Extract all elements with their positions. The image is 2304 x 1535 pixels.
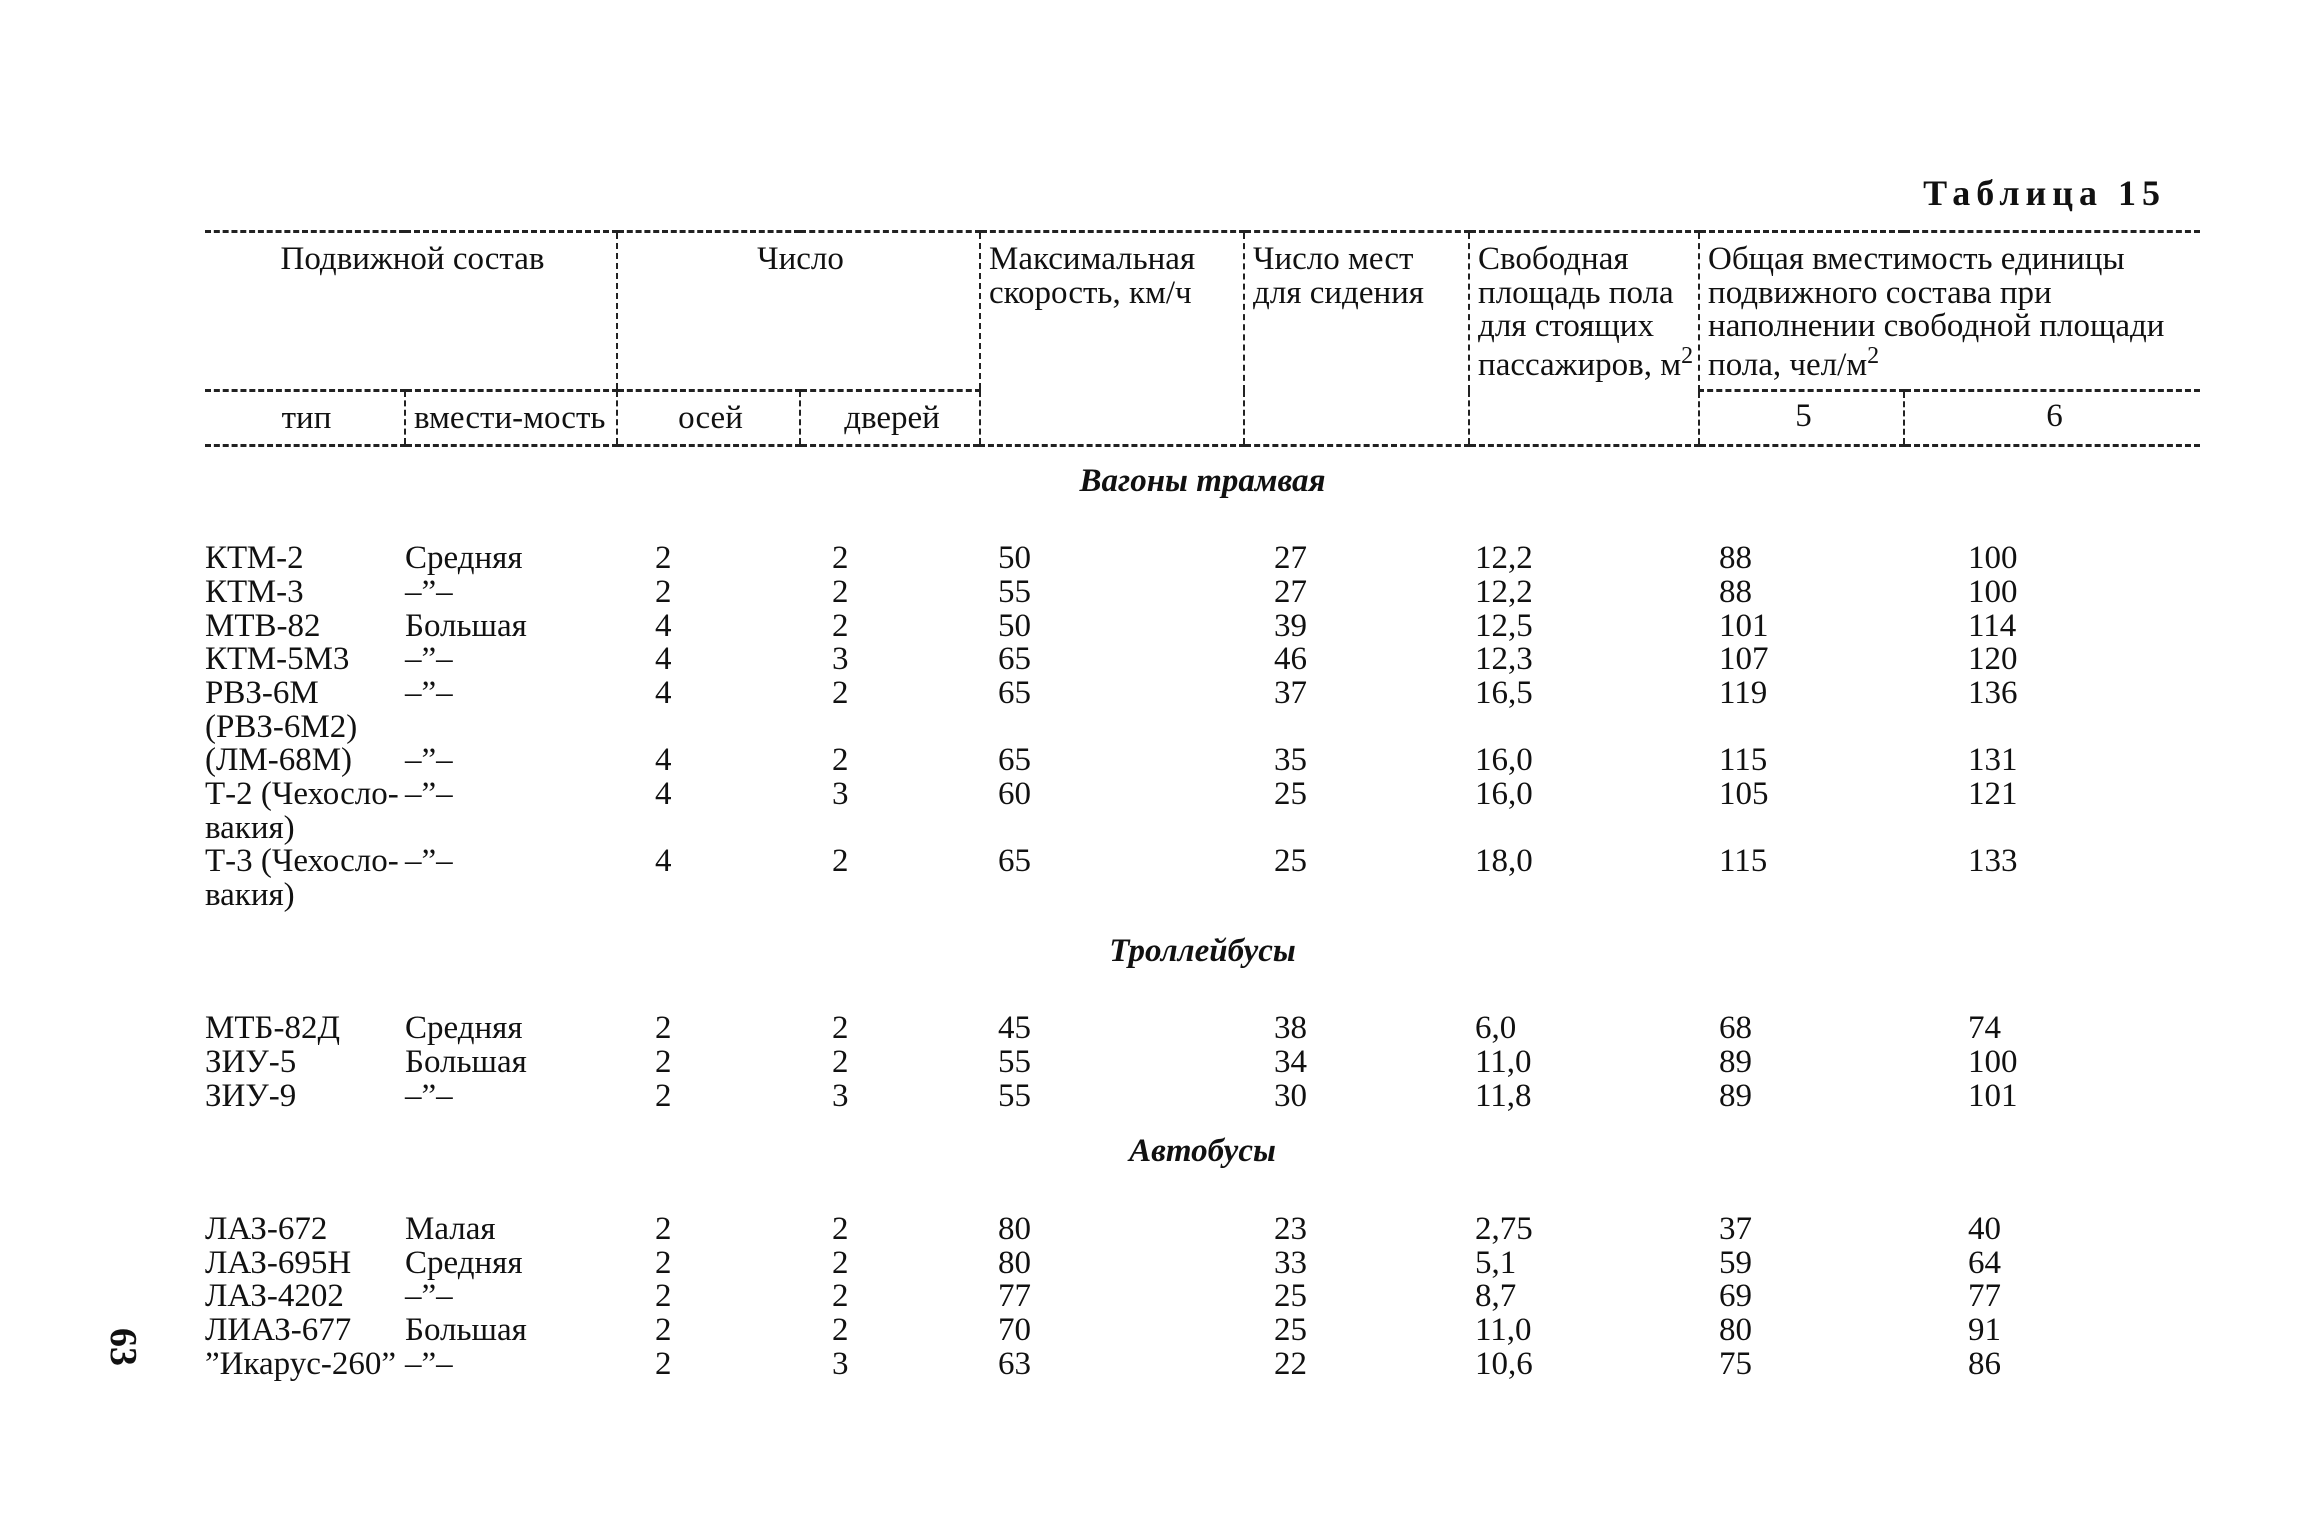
doors-cell: 3 <box>832 641 849 678</box>
speed-cell: 70 <box>998 1311 1032 1348</box>
seats-cell: 38 <box>1274 1010 1308 1047</box>
area-cell: 12,3 <box>1475 641 1533 678</box>
rolling-stock-table <box>205 230 2200 1381</box>
doors-cell: 2 <box>832 1210 849 1247</box>
table-caption: Таблица 15 <box>1923 173 2166 213</box>
speed-cell: 50 <box>998 540 1032 577</box>
capacity-6-cell: 86 <box>1968 1345 2002 1382</box>
table-row <box>205 643 2200 677</box>
speed-cell: 60 <box>998 776 1032 813</box>
header-total-capacity <box>1699 232 2200 391</box>
doors-cell: 2 <box>832 574 849 611</box>
table-row <box>205 744 2200 778</box>
type-cell: ЛАЗ-4202 <box>205 1278 344 1315</box>
doors-cell: 3 <box>832 776 849 813</box>
doors-cell: 2 <box>832 540 849 577</box>
area-cell: 11,8 <box>1475 1077 1532 1114</box>
table-row <box>205 1314 2200 1348</box>
seats-cell: 27 <box>1274 574 1308 611</box>
type-cell: (ЛМ-68М) <box>205 742 353 779</box>
capacity-6-cell: 100 <box>1968 1043 2018 1080</box>
type-cell: ЗИУ-5 <box>205 1043 297 1080</box>
area-cell: 8,7 <box>1475 1278 1517 1315</box>
header-rolling-stock: Подвижной состав <box>205 232 617 391</box>
header-total-capacity-sup: 2 <box>1867 342 1880 369</box>
section-row <box>205 445 2200 542</box>
capacity-6-cell: 64 <box>1968 1244 2002 1281</box>
capacity-5-cell: 75 <box>1719 1345 1753 1382</box>
header-free-area-sup: 2 <box>1681 342 1694 369</box>
capacity-6-cell: 100 <box>1968 574 2018 611</box>
capacity-6-cell: 91 <box>1968 1311 2002 1348</box>
capacity-6-cell: 100 <box>1968 540 2018 577</box>
table-row <box>205 1213 2200 1247</box>
capacity-6-cell: 77 <box>1968 1278 2002 1315</box>
seats-cell: 34 <box>1274 1043 1308 1080</box>
capacity-6-cell: 114 <box>1968 607 2017 644</box>
axles-cell: 4 <box>655 607 672 644</box>
capacity-cell: –”– <box>405 843 453 880</box>
capacity-5-cell: 88 <box>1719 574 1753 611</box>
axles-cell: 4 <box>655 843 672 880</box>
capacity-5-cell: 68 <box>1719 1010 1753 1047</box>
table-row <box>205 1280 2200 1314</box>
doors-cell: 2 <box>832 1311 849 1348</box>
speed-cell: 50 <box>998 607 1032 644</box>
doors-cell: 2 <box>832 1043 849 1080</box>
axles-cell: 4 <box>655 776 672 813</box>
area-cell: 6,0 <box>1475 1010 1517 1047</box>
table-row <box>205 1012 2200 1046</box>
doors-cell: 2 <box>832 1244 849 1281</box>
capacity-cell: Большая <box>405 1043 527 1080</box>
seats-cell: 25 <box>1274 1278 1308 1315</box>
header-free-area <box>1469 232 1699 446</box>
type-cell: ”Икарус-260” <box>205 1345 397 1382</box>
doors-cell: 3 <box>832 1345 849 1382</box>
seats-cell: 37 <box>1274 675 1308 712</box>
capacity-5-cell: 101 <box>1719 607 1769 644</box>
table-container <box>205 230 2200 1381</box>
doors-cell: 2 <box>832 1278 849 1315</box>
seats-cell: 33 <box>1274 1244 1308 1281</box>
capacity-5-cell: 105 <box>1719 776 1769 813</box>
capacity-5-cell: 89 <box>1719 1043 1753 1080</box>
capacity-cell: Малая <box>405 1210 496 1247</box>
capacity-6-cell: 120 <box>1968 641 2018 678</box>
doors-cell: 2 <box>832 607 849 644</box>
type-cell: РВЗ-6М (РВЗ-6М2) <box>205 675 358 745</box>
type-cell: КТМ-2 <box>205 540 304 577</box>
capacity-5-cell: 107 <box>1719 641 1769 678</box>
type-cell: ЗИУ-9 <box>205 1077 297 1114</box>
capacity-6-cell: 74 <box>1968 1010 2002 1047</box>
area-cell: 12,2 <box>1475 540 1533 577</box>
table-row <box>205 1247 2200 1281</box>
capacity-cell: Большая <box>405 607 527 644</box>
table-row <box>205 1046 2200 1080</box>
header-number: Число <box>617 232 980 391</box>
header-axles: осей <box>617 391 800 446</box>
speed-cell: 65 <box>998 843 1032 880</box>
table-row <box>205 1348 2200 1382</box>
area-cell: 12,5 <box>1475 607 1533 644</box>
axles-cell: 2 <box>655 1077 672 1114</box>
axles-cell: 2 <box>655 1043 672 1080</box>
axles-cell: 2 <box>655 1311 672 1348</box>
section-title: Троллейбусы <box>1109 932 1296 969</box>
section-row <box>205 913 2200 1013</box>
speed-cell: 80 <box>998 1244 1032 1281</box>
type-cell: МТВ-82 <box>205 607 321 644</box>
section-title: Вагоны трамвая <box>1079 462 1326 499</box>
header-total-capacity-text: Общая вместимость единицы подвижного состава при наполнении свободной площади пола, чел/м <box>1708 241 2165 383</box>
capacity-6-cell: 136 <box>1968 675 2018 712</box>
axles-cell: 2 <box>655 1010 672 1047</box>
area-cell: 2,75 <box>1475 1210 1533 1247</box>
seats-cell: 46 <box>1274 641 1308 678</box>
area-cell: 10,6 <box>1475 1345 1533 1382</box>
seats-cell: 25 <box>1274 1311 1308 1348</box>
area-cell: 11,0 <box>1475 1043 1532 1080</box>
table-row <box>205 677 2200 744</box>
seats-cell: 25 <box>1274 776 1308 813</box>
header-capacity: вмести-мость <box>405 391 617 446</box>
section-row <box>205 1113 2200 1213</box>
header-max-speed: Максимальная скорость, км/ч <box>980 232 1244 446</box>
header-free-area-text: Свободная площадь пола для стоящих пассажиров, м <box>1478 241 1682 383</box>
axles-cell: 4 <box>655 641 672 678</box>
table-row <box>205 845 2200 912</box>
header-type: тип <box>205 391 405 446</box>
axles-cell: 4 <box>655 675 672 712</box>
speed-cell: 63 <box>998 1345 1032 1382</box>
header-density-6: 6 <box>1904 391 2200 446</box>
speed-cell: 65 <box>998 675 1032 712</box>
axles-cell: 2 <box>655 1345 672 1382</box>
table-body <box>205 445 2200 1381</box>
section-title: Автобусы <box>1129 1133 1276 1170</box>
doors-cell: 2 <box>832 843 849 880</box>
seats-cell: 27 <box>1274 540 1308 577</box>
axles-cell: 2 <box>655 1210 672 1247</box>
area-cell: 16,0 <box>1475 776 1533 813</box>
axles-cell: 2 <box>655 540 672 577</box>
doors-cell: 2 <box>832 1010 849 1047</box>
seats-cell: 39 <box>1274 607 1308 644</box>
capacity-cell: Большая <box>405 1311 527 1348</box>
area-cell: 12,2 <box>1475 574 1533 611</box>
doors-cell: 2 <box>832 742 849 779</box>
table-header <box>205 232 2200 446</box>
type-cell: Т-3 (Чехосло-вакия) <box>205 843 399 913</box>
seats-cell: 30 <box>1274 1077 1308 1114</box>
doors-cell: 3 <box>832 1077 849 1114</box>
area-cell: 18,0 <box>1475 843 1533 880</box>
capacity-5-cell: 88 <box>1719 540 1753 577</box>
type-cell: ЛАЗ-695Н <box>205 1244 352 1281</box>
speed-cell: 65 <box>998 742 1032 779</box>
area-cell: 11,0 <box>1475 1311 1532 1348</box>
type-cell: КТМ-5М3 <box>205 641 350 678</box>
table-row <box>205 1080 2200 1114</box>
capacity-cell: –”– <box>405 641 453 678</box>
capacity-cell: Средняя <box>405 1244 523 1281</box>
speed-cell: 55 <box>998 1077 1032 1114</box>
capacity-5-cell: 59 <box>1719 1244 1753 1281</box>
page-number: 63 <box>102 1328 144 1366</box>
header-density-5: 5 <box>1699 391 1904 446</box>
axles-cell: 2 <box>655 574 672 611</box>
capacity-cell: –”– <box>405 1077 453 1114</box>
axles-cell: 2 <box>655 1278 672 1315</box>
capacity-cell: –”– <box>405 1278 453 1315</box>
capacity-5-cell: 37 <box>1719 1210 1753 1247</box>
seats-cell: 35 <box>1274 742 1308 779</box>
speed-cell: 55 <box>998 1043 1032 1080</box>
capacity-5-cell: 89 <box>1719 1077 1753 1114</box>
capacity-5-cell: 115 <box>1719 843 1768 880</box>
type-cell: ЛАЗ-672 <box>205 1210 328 1247</box>
axles-cell: 2 <box>655 1244 672 1281</box>
speed-cell: 45 <box>998 1010 1032 1047</box>
seats-cell: 23 <box>1274 1210 1308 1247</box>
doors-cell: 2 <box>832 675 849 712</box>
capacity-cell: –”– <box>405 742 453 779</box>
area-cell: 16,0 <box>1475 742 1533 779</box>
capacity-cell: Средняя <box>405 1010 523 1047</box>
type-cell: КТМ-3 <box>205 574 304 611</box>
table-row <box>205 778 2200 845</box>
speed-cell: 55 <box>998 574 1032 611</box>
header-doors: дверей <box>800 391 980 446</box>
capacity-6-cell: 121 <box>1968 776 2018 813</box>
capacity-6-cell: 101 <box>1968 1077 2018 1114</box>
capacity-5-cell: 69 <box>1719 1278 1753 1315</box>
capacity-cell: –”– <box>405 675 453 712</box>
table-row <box>205 610 2200 644</box>
capacity-cell: –”– <box>405 1345 453 1382</box>
speed-cell: 80 <box>998 1210 1032 1247</box>
capacity-6-cell: 131 <box>1968 742 2018 779</box>
seats-cell: 22 <box>1274 1345 1308 1382</box>
capacity-5-cell: 119 <box>1719 675 1768 712</box>
type-cell: ЛИАЗ-677 <box>205 1311 352 1348</box>
capacity-6-cell: 40 <box>1968 1210 2002 1247</box>
speed-cell: 77 <box>998 1278 1032 1315</box>
header-seats: Число мест для сидения <box>1244 232 1469 446</box>
speed-cell: 65 <box>998 641 1032 678</box>
capacity-cell: –”– <box>405 776 453 813</box>
seats-cell: 25 <box>1274 843 1308 880</box>
table-row <box>205 542 2200 576</box>
capacity-5-cell: 115 <box>1719 742 1768 779</box>
capacity-5-cell: 80 <box>1719 1311 1753 1348</box>
table-row <box>205 576 2200 610</box>
capacity-6-cell: 133 <box>1968 843 2018 880</box>
capacity-cell: Средняя <box>405 540 523 577</box>
type-cell: Т-2 (Чехосло-вакия) <box>205 776 399 846</box>
axles-cell: 4 <box>655 742 672 779</box>
type-cell: МТБ-82Д <box>205 1010 340 1047</box>
area-cell: 16,5 <box>1475 675 1533 712</box>
capacity-cell: –”– <box>405 574 453 611</box>
area-cell: 5,1 <box>1475 1244 1517 1281</box>
